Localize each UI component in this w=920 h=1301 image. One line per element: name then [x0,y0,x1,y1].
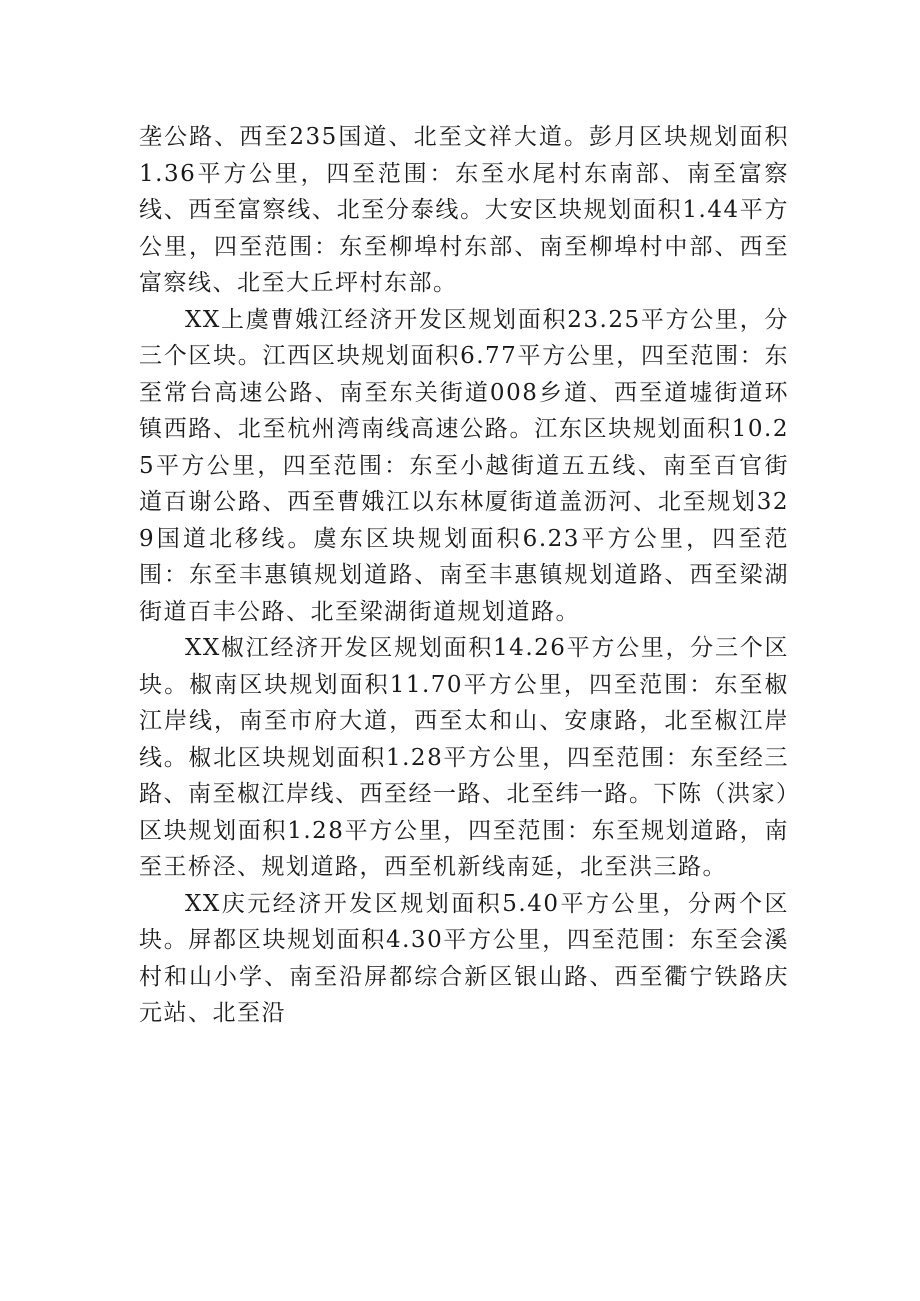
document-page [139,119,789,1032]
paragraph-2: XX上虞曹娥江经济开发区规划面积23.25平方公里，分三个区块。江西区块规划面积6.77平方公里，四至范围：东至常台高速公路、南至东关街道008乡道、西至道墟街道环镇西路、北至杭州湾南线高速公路。江东区块规划面积10.25平方公里，四至范围：东至小越街道五五线、南至百官街道百谢公路、西至曹娥江以东林厦街道盖沥河、北至规划329国道北移线。虞东区块规划面积6.23平方公里，四至范围：东至丰惠镇规划道路、南至丰惠镇规划道路、西至梁湖街道百丰公路、北至梁湖街道规划道路。 [139,306,789,625]
paragraph-4: XX庆元经济开发区规划面积5.40平方公里，分两个区块。屏都区块规划面积4.30平方公里，四至范围：东至会溪村和山小学、南至沿屏都综合新区银山路、西至衢宁铁路庆元站、北至沿 [139,890,789,1026]
paragraph-3: XX椒江经济开发区规划面积14.26平方公里，分三个区块。椒南区块规划面积11.70平方公里，四至范围：东至椒江岸线，南至市府大道，西至太和山、安康路，北至椒江岸线。椒北区块规划面积1.28平方公里，四至范围：东至经三路、南至椒江岸线、西至经一路、北至纬一路。下陈（洪家）区块规划面积1.28平方公里，四至范围：东至规划道路，南至王桥泾、规划道路，西至机新线南延，北至洪三路。 [139,635,789,880]
paragraph-1: 垄公路、西至235国道、北至文祥大道。彭月区块规划面积1.36平方公里，四至范围：东至水尾村东南部、南至富察线、西至富察线、北至分泰线。大安区块规划面积1.44平方公里，四至范围：东至柳埠村东部、南至柳埠村中部、西至富察线、北至大丘坪村东部。 [139,124,789,296]
